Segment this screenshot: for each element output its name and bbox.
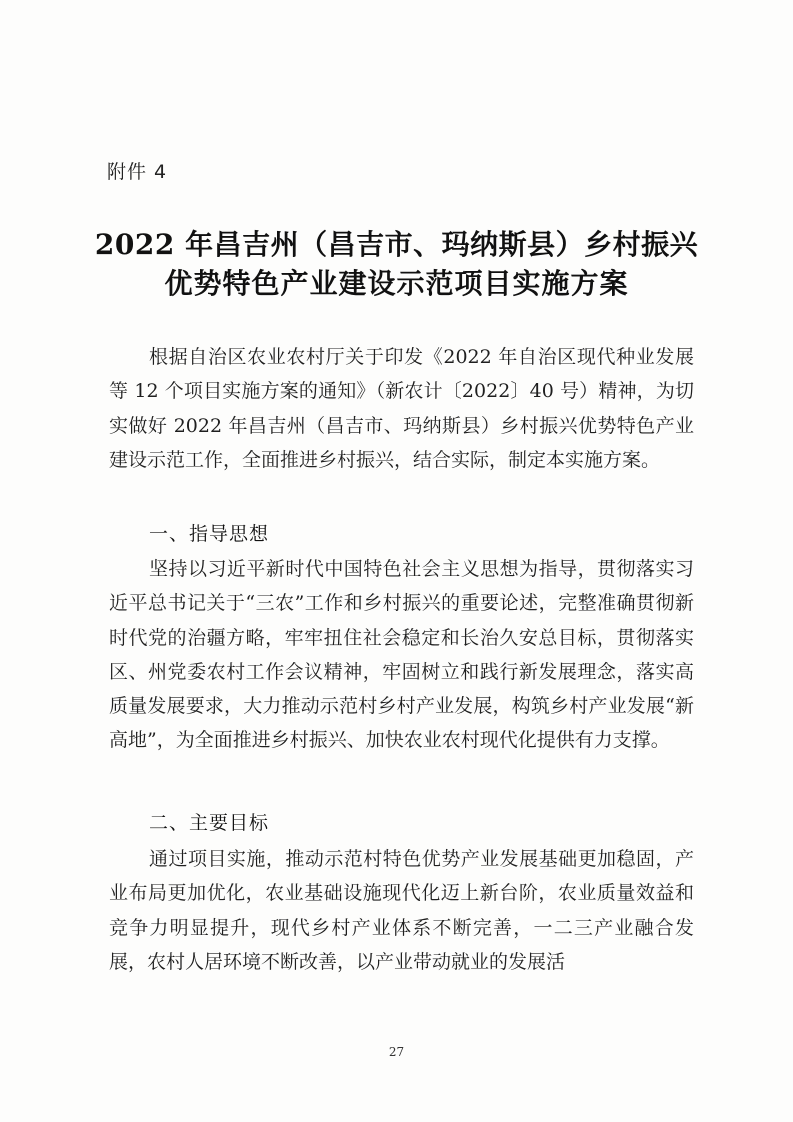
document-title-line-2: 优势特色产业建设示范项目实施方案 [164,267,629,300]
page-number: 27 [388,1045,405,1059]
section-paragraph-guiding-ideology: 坚持以习近平新时代中国特色社会主义思想为指导，贯彻落实习近平总书记关于“三农”工作和乡村振兴的重要论述，完整准确贯彻新时代党的治疆方略，牢牢扭住社会稳定和长治久安总目标，贯彻落实区、州党委农村工作会议精神，牢固树立和践行新发展理念，落实高质量发展要求，大力推动示范村乡村产业发展，构筑乡村产业发展“新高地”，为全面推进乡村振兴、加快农业农村现代化提供有力支撑。 [109,558,694,752]
section-heading-main-goals: 二、主要目标 [149,812,270,834]
document-title-line-1: 2022 年昌吉州（昌吉市、玛纳斯县）乡村振兴 [94,228,699,261]
section-heading-guiding-ideology: 一、指导思想 [149,523,270,545]
attachment-label: 附件 4 [107,161,168,183]
section-paragraph-main-goals: 通过项目实施，推动示范村特色优势产业发展基础更加稳固，产业布局更加优化，农业基础设施现代化迈上新台阶，农业质量效益和竞争力明显提升，现代乡村产业体系不断完善，一二三产业融合发展，农村人居环境不断改善，以产业带动就业的发展活 [109,848,694,973]
intro-paragraph: 根据自治区农业农村厅关于印发《2022 年自治区现代种业发展等 12 个项目实施方案的通知》（新农计〔2022〕40 号）精神，为切实做好 2022 年昌吉州（昌吉市、玛纳斯县）乡村振兴优势特色产业建设示范工作，全面推进乡村振兴，结合实际，制定本实施方案。 [109,346,694,471]
